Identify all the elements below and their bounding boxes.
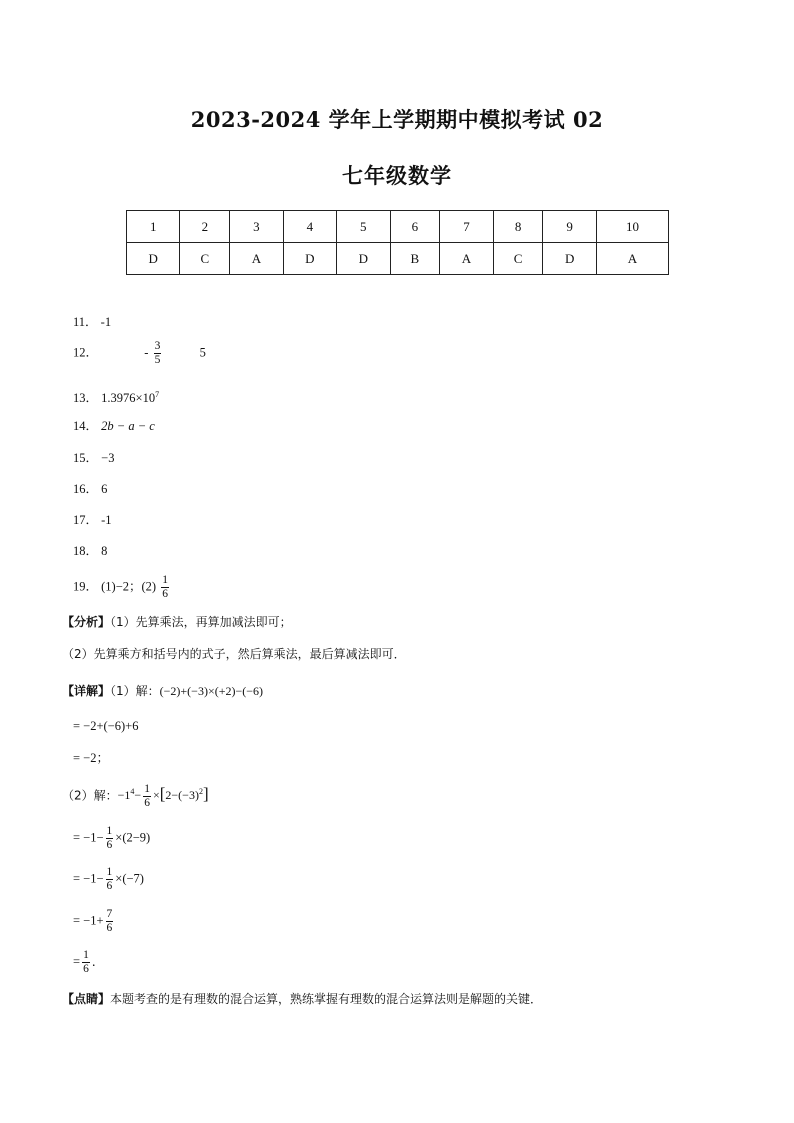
answer-text: -1 <box>100 315 112 329</box>
table-cell: 7 <box>440 211 493 243</box>
table-cell: B <box>390 243 440 275</box>
step-line: = −1+ $\frac{7}{6}$ <box>73 908 113 934</box>
detail-text: （2）解： <box>62 788 118 803</box>
question-number: 19． <box>73 579 99 594</box>
table-cell: 4 <box>283 211 336 243</box>
comment-tag: 【点睛】 <box>62 992 111 1006</box>
answer-line-16 <box>73 480 107 498</box>
analysis-text: （1）先算乘法，再算加减法即可； <box>110 615 292 629</box>
table-cell: 6 <box>390 211 440 243</box>
step-line: = −2+(−6)+6 <box>73 719 139 733</box>
question-number: 12． <box>73 345 99 360</box>
answer-line-19 <box>73 574 171 601</box>
exponent: 7 <box>155 390 160 399</box>
answer-line-13 <box>73 386 159 407</box>
answer-line-17 <box>73 511 112 529</box>
detail-line-1 <box>62 682 263 700</box>
table-cell: 10 <box>596 211 668 243</box>
question-number: 17． <box>73 513 99 527</box>
table-cell: D <box>127 243 180 275</box>
table-cell: 2 <box>180 211 230 243</box>
comment-line <box>62 990 542 1008</box>
table-cell: C <box>493 243 543 275</box>
table-cell: 8 <box>493 211 543 243</box>
question-number: 13． <box>73 391 99 406</box>
fraction: $\frac{1}{6}$ <box>83 949 89 975</box>
answer-line-15 <box>73 449 114 467</box>
fraction: $\frac{1}{6}$ <box>106 866 113 892</box>
table-cell: A <box>596 243 668 275</box>
table-cell: D <box>543 243 596 275</box>
answer-text: - <box>144 345 149 360</box>
step-line: = −1− $\frac{1}{6}$ ×(−7) <box>73 866 144 892</box>
analysis-text: （2）先算乘方和括号内的式子，然后算乘法，最后算减法即可． <box>62 647 406 661</box>
question-number: 11． <box>73 315 98 329</box>
answer-text: 5 <box>199 345 206 360</box>
table-cell: C <box>180 243 230 275</box>
fraction: $\frac{1}{6}$ <box>106 825 113 851</box>
step-line: = $\frac{1}{6}$ ． <box>73 949 104 975</box>
fraction: $\frac{7}{6}$ <box>106 908 113 934</box>
answer-text: (1)−2；(2) <box>101 579 157 594</box>
answer-line-12 <box>73 340 206 367</box>
detail-tag: 【详解】 <box>62 684 111 698</box>
step-line: = −2； <box>73 751 109 765</box>
answer-table-answer-row <box>127 243 669 275</box>
table-cell: 5 <box>337 211 390 243</box>
answer-text: −3 <box>101 451 115 465</box>
table-cell: D <box>283 243 336 275</box>
analysis-line-2 <box>62 645 406 663</box>
fraction: $\frac{1}{6}$ <box>144 783 150 809</box>
table-cell: D <box>337 243 390 275</box>
step-line: = −1− $\frac{1}{6}$ ×(2−9) <box>73 825 151 851</box>
answer-line-11 <box>73 313 111 331</box>
table-cell: A <box>440 243 493 275</box>
analysis-line-1 <box>62 613 292 631</box>
page-subtitle: 七年级数学 <box>342 163 452 188</box>
table-cell: 3 <box>230 211 283 243</box>
fraction: $\frac{1}{6}$ <box>162 574 168 600</box>
detail-text: （1）解： <box>110 684 160 698</box>
table-cell: A <box>230 243 283 275</box>
question-number: 18． <box>73 544 99 558</box>
answer-line-18 <box>73 542 107 560</box>
answer-table-number-row <box>127 211 669 243</box>
math-expression: $-1^4-$ $\frac{1}{6}$ $\times[2-(-3)^2]$ <box>117 783 209 809</box>
detail-line-2 <box>62 783 209 810</box>
fraction: $\frac{3}{5}$ <box>154 340 161 366</box>
question-number: 16． <box>73 482 99 496</box>
answer-text: 1.3976×10 <box>101 391 156 406</box>
answer-text: 2b − a − c <box>101 419 155 433</box>
analysis-tag: 【分析】 <box>62 615 111 629</box>
answer-text: 6 <box>101 482 108 496</box>
table-cell: 1 <box>127 211 180 243</box>
answer-table <box>126 210 669 275</box>
answer-text: -1 <box>101 513 112 527</box>
question-number: 15． <box>73 451 99 465</box>
answer-line-14 <box>73 417 155 435</box>
table-cell: 9 <box>543 211 596 243</box>
page-title: 2023-2024 学年上学期期中模拟考试 02 <box>190 107 604 132</box>
question-number: 14． <box>73 419 99 433</box>
answer-text: 8 <box>101 544 108 558</box>
math-expression: (−2)+(−3)×(+2)−(−6) <box>159 684 263 698</box>
comment-text: 本题考查的是有理数的混合运算，熟练掌握有理数的混合运算法则是解题的关键． <box>110 992 543 1006</box>
